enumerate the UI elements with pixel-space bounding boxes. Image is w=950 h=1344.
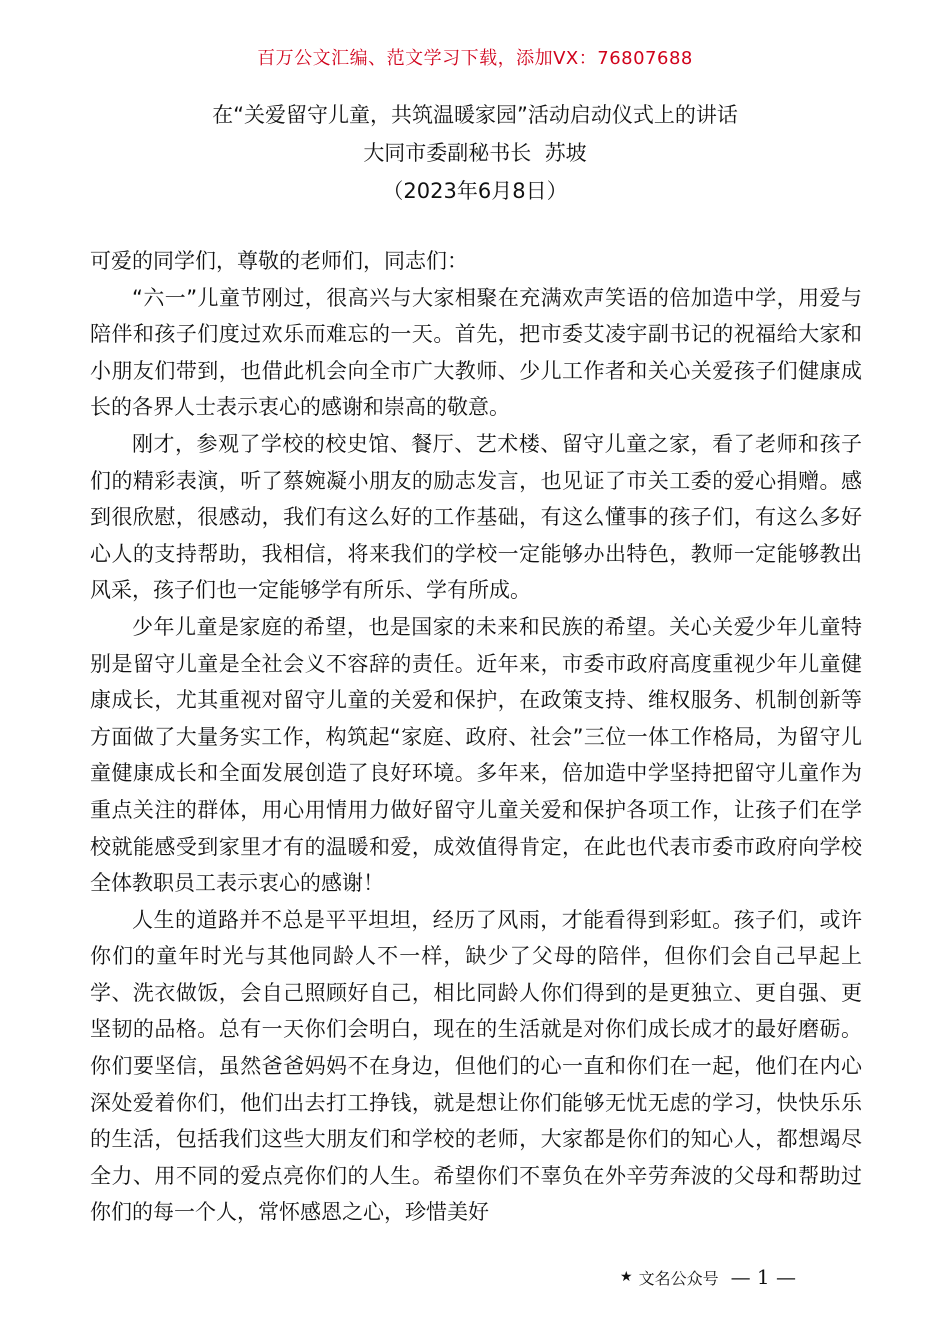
page-number: — 1 — <box>730 1265 797 1289</box>
page-footer <box>620 1265 796 1289</box>
speech-title: 在“关爱留守儿童，共筑温暖家园”活动启动仪式上的讲话 <box>212 103 738 127</box>
paragraph: “六一”儿童节刚过，很高兴与大家相聚在充满欢声笑语的倍加造中学，用爱与陪伴和孩子们度过欢乐而难忘的一天。首先，把市委艾凌宇副书记的祝福给大家和小朋友们带到，也借此机会向全市广大教师、少儿工作者和关心关爱孩子们健康成长的各界人士表示衷心的感谢和崇高的敬意。 <box>90 285 862 420</box>
speech-author: 大同市委副秘书长 苏坡 <box>363 141 587 165</box>
promo-banner: 百万公文汇编、范文学习下载，添加VX：76807688 <box>257 48 693 69</box>
speech-body <box>90 243 862 1231</box>
paragraph: 少年儿童是家庭的希望，也是国家的未来和民族的希望。关心关爱少年儿童特别是留守儿童是全社会义不容辞的责任。近年来，市委市政府高度重视少年儿童健康成长，尤其重视对留守儿童的关爱和保护，在政策支持、维权服务、机制创新等方面做了大量务实工作，构筑起“家庭、政府、社会”三位一体工作格局，为留守儿童健康成长和全面发展创造了良好环境。多年来，倍加造中学坚持把留守儿童作为重点关注的群体，用心用情用力做好留守儿童关爱和保护各项工作，让孩子们在学校就能感受到家里才有的温暖和爱，成效值得肯定，在此也代表市委市政府向学校全体教职员工表示衷心的感谢！ <box>90 614 862 896</box>
speech-date: （2023年6月8日） <box>382 179 568 203</box>
title-block <box>0 96 950 210</box>
paragraph: 人生的道路并不总是平平坦坦，经历了风雨，才能看得到彩虹。孩子们，或许你们的童年时光与其他同龄人不一样，缺少了父母的陪伴，但你们会自己早起上学、洗衣做饭，会自己照顾好自己，相比同龄人你们得到的是更独立、更自强、更坚韧的品格。总有一天你们会明白，现在的生活就是对你们成长成才的最好磨砺。你们要坚信，虽然爸爸妈妈不在身边，但他们的心一直和你们在一起，他们在内心深处爱着你们，他们出去打工挣钱，就是想让你们能够无忧无虑的学习，快快乐乐的生活，包括我们这些大朋友们和学校的老师，大家都是你们的知心人，都想竭尽全力、用不同的爱点亮你们的人生。希望你们不辜负在外辛劳奔波的父母和帮助过你们的每一个人，常怀感恩之心，珍惜美好 <box>90 907 862 1225</box>
footer-source: 文名公众号 <box>638 1268 719 1288</box>
paragraph: 刚才，参观了学校的校史馆、餐厅、艺术楼、留守儿童之家，看了老师和孩子们的精彩表演，听了蔡婉凝小朋友的励志发言，也见证了市关工委的爱心捐赠。感到很欣慰，很感动，我们有这么好的工作基础，有这么懂事的孩子们，有这么多好心人的支持帮助，我相信，将来我们的学校一定能够办出特色，教师一定能够教出风采，孩子们也一定能够学有所乐、学有所成。 <box>90 431 862 603</box>
star-icon: ★ <box>620 1269 633 1285</box>
salutation: 可爱的同学们，尊敬的老师们，同志们： <box>90 249 468 273</box>
